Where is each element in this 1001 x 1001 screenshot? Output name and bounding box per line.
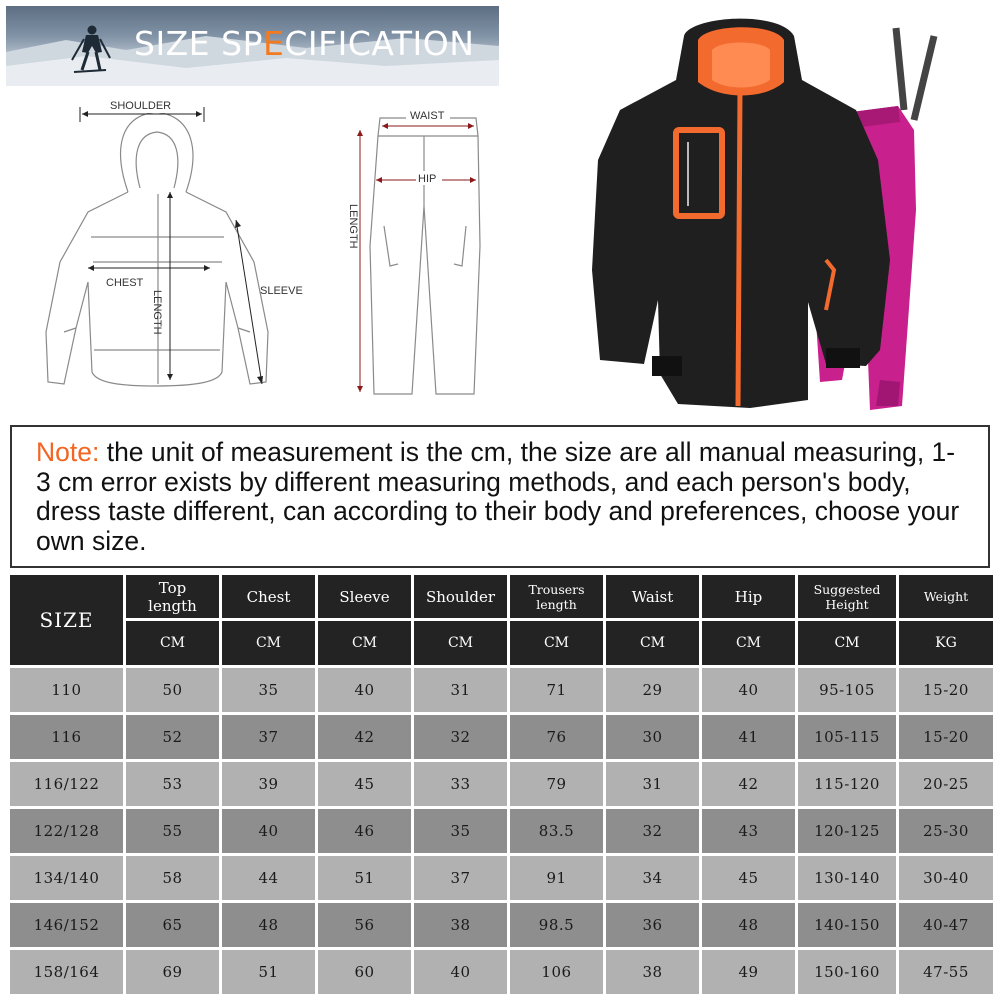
table-cell: 15-20 xyxy=(899,715,993,759)
header-weight: Weight xyxy=(899,575,993,618)
header-hip: Hip xyxy=(702,575,795,618)
table-cell: 41 xyxy=(702,715,795,759)
unit-cell: CM xyxy=(606,621,699,665)
table-cell: 40 xyxy=(702,668,795,712)
unit-row xyxy=(10,621,993,665)
jacket-length-label: LENGTH xyxy=(151,290,163,335)
table-cell: 140-150 xyxy=(798,903,896,947)
table-cell: 65 xyxy=(126,903,219,947)
black-ski-jacket-illustration xyxy=(592,19,890,408)
header-trousers-length: Trousers length xyxy=(510,575,603,618)
header-waist: Waist xyxy=(606,575,699,618)
table-cell: 15-20 xyxy=(899,668,993,712)
banner-title: SIZE SPECIFICATION xyxy=(134,24,475,63)
table-cell: 49 xyxy=(702,950,795,994)
table-cell: 69 xyxy=(126,950,219,994)
table-cell: 158/164 xyxy=(10,950,123,994)
measurement-note xyxy=(10,425,990,568)
unit-cell: CM xyxy=(126,621,219,665)
header-sleeve: Sleeve xyxy=(318,575,411,618)
table-cell: 115-120 xyxy=(798,762,896,806)
table-cell: 30-40 xyxy=(899,856,993,900)
jacket-measurement-diagram xyxy=(36,92,306,402)
table-cell: 40 xyxy=(414,950,507,994)
product-photo-ski-suit xyxy=(580,10,980,410)
table-cell: 58 xyxy=(126,856,219,900)
table-cell: 50 xyxy=(126,668,219,712)
table-cell: 32 xyxy=(414,715,507,759)
table-cell: 42 xyxy=(702,762,795,806)
chest-label: CHEST xyxy=(106,277,144,289)
table-cell: 38 xyxy=(414,903,507,947)
table-cell: 37 xyxy=(222,715,315,759)
header-row xyxy=(10,575,993,618)
table-cell: 110 xyxy=(10,668,123,712)
table-cell: 42 xyxy=(318,715,411,759)
size-spec-banner xyxy=(6,6,499,86)
shoulder-label: SHOULDER xyxy=(110,100,172,112)
table-cell: 38 xyxy=(606,950,699,994)
table-cell: 35 xyxy=(222,668,315,712)
table-cell: 40 xyxy=(222,809,315,853)
table-cell: 29 xyxy=(606,668,699,712)
banner-title-accent: E xyxy=(262,24,285,63)
table-row xyxy=(10,950,993,994)
table-cell: 45 xyxy=(318,762,411,806)
table-cell: 31 xyxy=(606,762,699,806)
table-cell: 116 xyxy=(10,715,123,759)
table-cell: 40 xyxy=(318,668,411,712)
table-cell: 33 xyxy=(414,762,507,806)
table-cell: 105-115 xyxy=(798,715,896,759)
table-row xyxy=(10,668,993,712)
table-cell: 47-55 xyxy=(899,950,993,994)
table-cell: 48 xyxy=(702,903,795,947)
table-cell: 91 xyxy=(510,856,603,900)
table-cell: 44 xyxy=(222,856,315,900)
table-cell: 46 xyxy=(318,809,411,853)
table-cell: 71 xyxy=(510,668,603,712)
table-cell: 20-25 xyxy=(899,762,993,806)
table-cell: 146/152 xyxy=(10,903,123,947)
table-cell: 37 xyxy=(414,856,507,900)
note-text: the unit of measurement is the cm, the size are all manual measuring, 1-3 cm error exists by different measuring methods, and each person's body, dress taste different, can according to their body and preferences, choose your own size. xyxy=(36,437,960,556)
table-cell: 76 xyxy=(510,715,603,759)
table-row xyxy=(10,856,993,900)
table-cell: 83.5 xyxy=(510,809,603,853)
hip-label: HIP xyxy=(418,173,437,185)
unit-cell: CM xyxy=(798,621,896,665)
table-cell: 60 xyxy=(318,950,411,994)
table-cell: 106 xyxy=(510,950,603,994)
unit-cell: CM xyxy=(510,621,603,665)
table-cell: 51 xyxy=(222,950,315,994)
table-row xyxy=(10,903,993,947)
table-cell: 36 xyxy=(606,903,699,947)
unit-cell: CM xyxy=(702,621,795,665)
table-row xyxy=(10,715,993,759)
table-cell: 52 xyxy=(126,715,219,759)
header-shoulder: Shoulder xyxy=(414,575,507,618)
pants-measurement-diagram xyxy=(340,96,520,402)
table-cell: 43 xyxy=(702,809,795,853)
table-cell: 79 xyxy=(510,762,603,806)
header-chest: Chest xyxy=(222,575,315,618)
table-cell: 35 xyxy=(414,809,507,853)
table-cell: 34 xyxy=(606,856,699,900)
table-cell: 56 xyxy=(318,903,411,947)
table-cell: 134/140 xyxy=(10,856,123,900)
sleeve-label: SLEEVE xyxy=(260,285,303,297)
table-cell: 30 xyxy=(606,715,699,759)
table-cell: 150-160 xyxy=(798,950,896,994)
table-cell: 55 xyxy=(126,809,219,853)
unit-cell: CM xyxy=(222,621,315,665)
table-cell: 32 xyxy=(606,809,699,853)
size-header: SIZE xyxy=(10,575,123,665)
unit-cell: KG xyxy=(899,621,993,665)
table-cell: 51 xyxy=(318,856,411,900)
table-cell: 120-125 xyxy=(798,809,896,853)
pants-length-label: LENGTH xyxy=(347,204,359,249)
size-chart-table xyxy=(7,572,996,997)
table-cell: 130-140 xyxy=(798,856,896,900)
unit-cell: CM xyxy=(318,621,411,665)
table-cell: 53 xyxy=(126,762,219,806)
table-cell: 98.5 xyxy=(510,903,603,947)
table-row xyxy=(10,762,993,806)
table-cell: 45 xyxy=(702,856,795,900)
table-cell: 122/128 xyxy=(10,809,123,853)
table-cell: 40-47 xyxy=(899,903,993,947)
unit-cell: CM xyxy=(414,621,507,665)
note-label: Note: xyxy=(36,437,100,467)
table-cell: 116/122 xyxy=(10,762,123,806)
table-cell: 39 xyxy=(222,762,315,806)
header-suggested-height: Suggested Height xyxy=(798,575,896,618)
header-top-length: Top length xyxy=(126,575,219,618)
table-cell: 95-105 xyxy=(798,668,896,712)
table-cell: 31 xyxy=(414,668,507,712)
table-cell: 48 xyxy=(222,903,315,947)
table-row xyxy=(10,809,993,853)
table-cell: 25-30 xyxy=(899,809,993,853)
waist-label: WAIST xyxy=(410,110,445,122)
